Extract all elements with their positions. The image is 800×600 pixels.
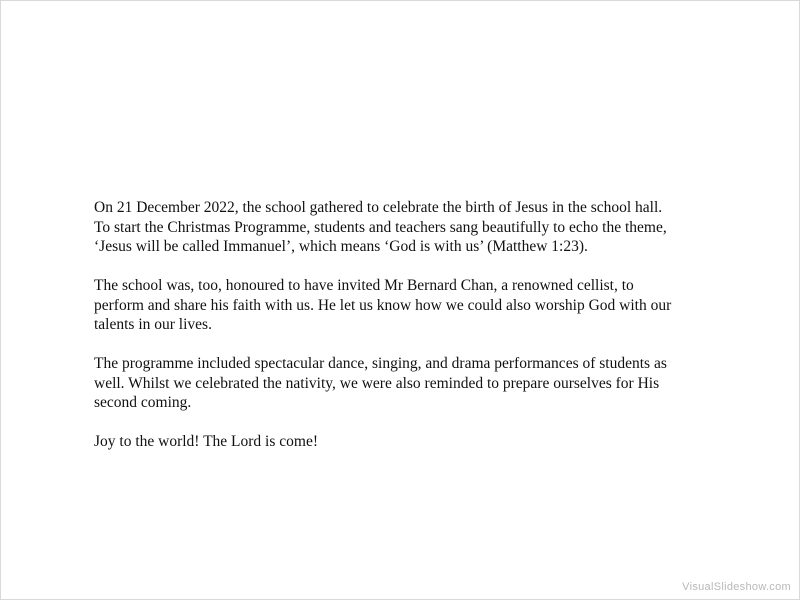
text-line: second coming. xyxy=(94,394,192,411)
paragraph-closing xyxy=(94,432,734,452)
text-line: To start the Christmas Programme, students and teachers sang beautifully to echo the theme, xyxy=(94,218,667,236)
text-line: On 21 December 2022, the school gathered to celebrate the birth of Jesus in the school hall. xyxy=(94,199,663,216)
text-line: talents in our lives. xyxy=(94,316,212,333)
paragraph-guest-performer xyxy=(94,276,734,335)
document-body xyxy=(94,198,734,471)
paragraph-event-intro xyxy=(94,198,734,257)
paragraph-programme-performances xyxy=(94,354,734,413)
text-line: Joy to the world! The Lord is come! xyxy=(94,433,318,450)
text-line: perform and share his faith with us. He let us know how we could also worship God with our xyxy=(94,296,672,314)
text-line: well. Whilst we celebrated the nativity, we were also reminded to prepare ourselves for His xyxy=(94,374,660,392)
watermark-text: VisualSlideshow.com xyxy=(682,581,791,593)
text-line: The programme included spectacular dance, singing, and drama performances of students as xyxy=(94,355,667,372)
text-line: The school was, too, honoured to have invited Mr Bernard Chan, a renowned cellist, to xyxy=(94,277,634,294)
text-line: ‘Jesus will be called Immanuel’, which means ‘God is with us’ (Matthew 1:23). xyxy=(94,238,588,255)
